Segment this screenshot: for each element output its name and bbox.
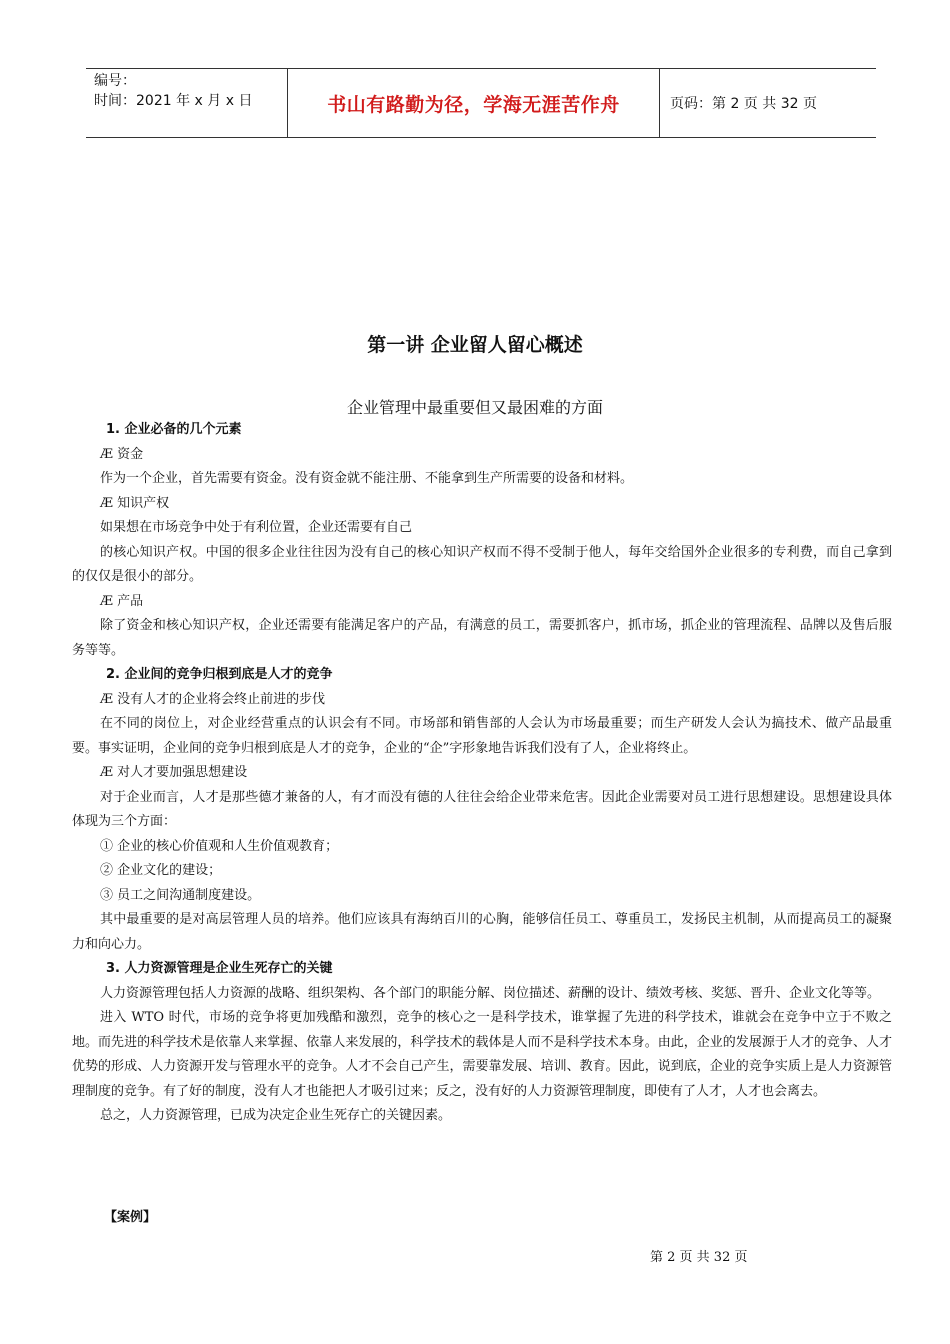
paragraph: 在不同的岗位上，对企业经营重点的认识会有不同。市场部和销售部的人会认为市场最重要；而生产研发人会认为搞技术、做产品最重要。事实证明，企业间的竞争归根到底是人才的竞争，企业的“企”字形象地告诉我们没有了人，企业将终止。: [72, 716, 892, 756]
paragraph: 进入 WTO 时代，市场的竞争将更加残酷和激烈，竞争的核心之一是科学技术，谁掌握了先进的科学技术，谁就会在竞争中立于不败之地。而先进的科学技术是依靠人来掌握、依靠人来发展的，科学技术的载体是人而不是科学技术本身。由此，企业的发展源于人才的竞争、人才优势的形成、人力资源开发与管理水平的竞争。人才不会自己产生，需要靠发展、培训、教育。因此，说到底，企业的竞争实质上是人力资源管理制度的竞争。有了好的制度，没有人才也能把人才吸引过来；反之，没有好的人力资源管理制度，即使有了人才，人才也会离去。: [72, 1010, 892, 1099]
paragraph: 对于企业而言，人才是那些德才兼备的人，有才而没有德的人往往会给企业带来危害。因此企业需要对员工进行思想建设。思想建设具体体现为三个方面：: [72, 789, 892, 829]
header-page-info: 页码：第 2 页 共 32 页: [670, 96, 817, 112]
section-heading: 3. 人力资源管理是企业生死存亡的关键: [106, 961, 333, 976]
page-footer: 第 2 页 共 32 页: [650, 1250, 748, 1265]
bullet-item: Æ 没有人才的企业将会终止前进的步伐: [100, 691, 326, 707]
header-meta: [86, 69, 287, 137]
header-motto-cell: [287, 69, 660, 137]
document-number-label: 编号：: [94, 73, 136, 89]
bullet-item: Æ 知识产权: [100, 495, 170, 511]
bullet-item: ③ 员工之间沟通制度建设。: [100, 887, 261, 903]
chapter-title: 第一讲 企业留人留心概述: [367, 334, 583, 356]
bullet-item: ① 企业的核心价值观和人生价值观教育；: [100, 838, 339, 854]
body-content: [72, 418, 892, 1129]
chapter-subtitle: 企业管理中最重要但又最困难的方面: [346, 398, 603, 417]
section-heading: 1. 企业必备的几个元素: [106, 422, 242, 437]
document-time-label: 时间：2021 年 x 月 x 日: [94, 93, 253, 109]
bullet-item: Æ 资金: [100, 446, 144, 462]
bullet-item: Æ 对人才要加强思想建设: [100, 765, 248, 780]
bullet-item: ② 企业文化的建设；: [100, 863, 222, 878]
paragraph: 如果想在市场竞争中处于有利位置，企业还需要有自己: [100, 520, 413, 535]
paragraph: 的核心知识产权。中国的很多企业往往因为没有自己的核心知识产权而不得不受制于他人，每年交给国外企业很多的专利费，而自己拿到的仅仅是很小的部分。: [72, 544, 892, 584]
bullet-item: Æ 产品: [100, 593, 144, 609]
paragraph: 其中最重要的是对高层管理人员的培养。他们应该具有海纳百川的心胸，能够信任员工、尊重员工，发扬民主机制，从而提高员工的凝聚力和向心力。: [72, 912, 892, 952]
paragraph: 人力资源管理包括人力资源的战略、组织架构、各个部门的职能分解、岗位描述、薪酬的设计、绩效考核、奖惩、晋升、企业文化等等。: [100, 985, 881, 1001]
page-header: [86, 68, 876, 138]
paragraph: 除了资金和核心知识产权，企业还需要有能满足客户的产品，有满意的员工，需要抓客户，抓市场，抓企业的管理流程、品牌以及售后服务等等。: [72, 618, 892, 658]
paragraph: 总之，人力资源管理，已成为决定企业生死存亡的关键因素。: [100, 1108, 452, 1123]
paragraph: 作为一个企业，首先需要有资金。没有资金就不能注册、不能拿到生产所需要的设备和材料。: [100, 471, 634, 486]
section-heading: 2. 企业间的竞争归根到底是人才的竞争: [106, 667, 333, 682]
header-motto: 书山有路勤为径，学海无涯苦作舟: [327, 93, 620, 116]
case-label: 【案例】: [104, 1210, 157, 1225]
